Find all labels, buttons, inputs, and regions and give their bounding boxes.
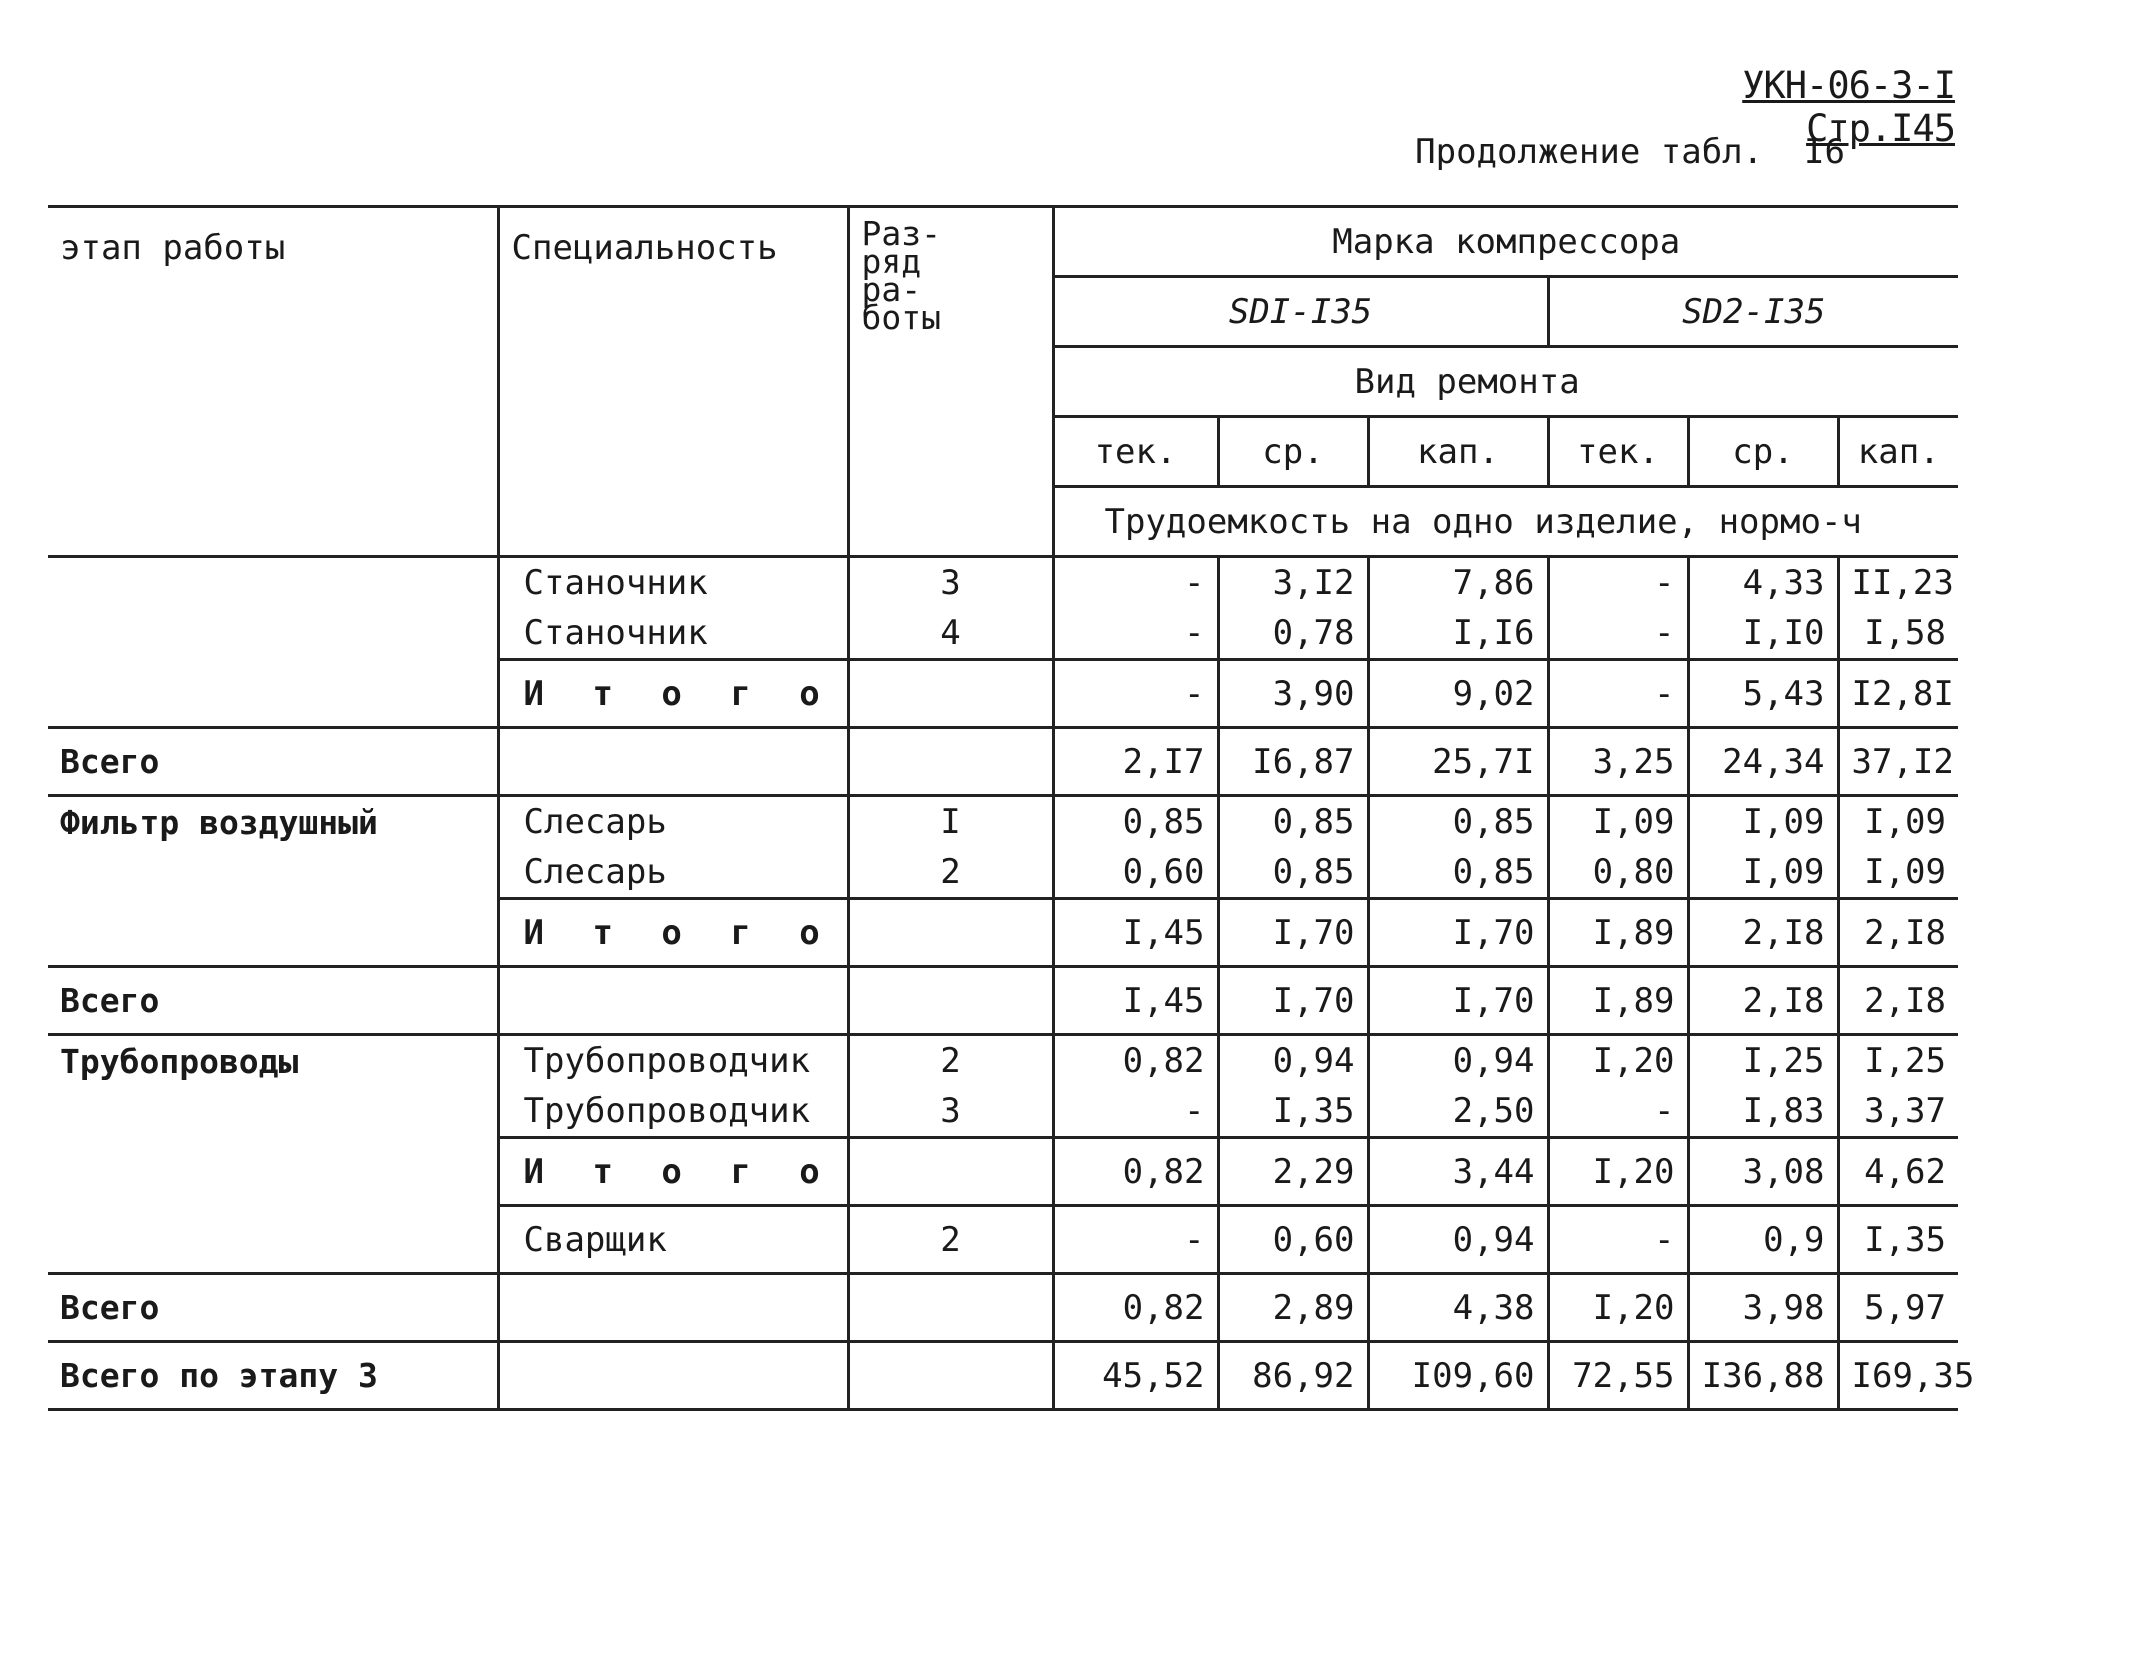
col-header-repair-kind: тек. (1548, 417, 1688, 487)
table-row-total (48, 1274, 1958, 1342)
cell-value: 3,25 (1548, 728, 1688, 796)
col-header-model-1: SDI-I35 (1053, 277, 1548, 347)
col-header-repair-kind: ср. (1688, 417, 1838, 487)
cell-value: I,70 (1218, 967, 1368, 1035)
cell-value: I,89 (1548, 967, 1688, 1035)
cell-rank: 2 (848, 1206, 1053, 1274)
table-row-grand-total (48, 1342, 1958, 1410)
cell-value: 2,I8 (1688, 967, 1838, 1035)
cell-value: 3,37 (1838, 1086, 1958, 1138)
cell-value: 3,08 (1688, 1138, 1838, 1206)
cell-value: - (1548, 1086, 1688, 1138)
cell-value: 86,92 (1218, 1342, 1368, 1410)
col-header-rank: Раз- ряд ра- боты (848, 207, 1053, 557)
cell-value: 0,9 (1688, 1206, 1838, 1274)
cell-specialty: Слесарь (498, 847, 848, 899)
cell-value: I,I0 (1688, 608, 1838, 660)
col-header-labor: Трудоемкость на одно изделие, нормо-ч (1053, 487, 1958, 557)
table-row-subtotal (48, 1138, 1958, 1206)
cell-value: - (1053, 1086, 1218, 1138)
cell-rank (848, 1138, 1053, 1206)
cell-value: 4,33 (1688, 557, 1838, 609)
cell-rank (848, 1274, 1053, 1342)
col-header-repair-kind: ср. (1218, 417, 1368, 487)
table-row-subtotal (48, 660, 1958, 728)
col-header-repair-kind: кап. (1368, 417, 1548, 487)
cell-rank (848, 899, 1053, 967)
cell-value: 0,85 (1368, 847, 1548, 899)
cell-value: I,89 (1548, 899, 1688, 967)
cell-value: 2,89 (1218, 1274, 1368, 1342)
cell-specialty: И т о г о (498, 899, 848, 967)
cell-value: I,35 (1838, 1206, 1958, 1274)
cell-rank (848, 1342, 1053, 1410)
cell-value: I2,8I (1838, 660, 1958, 728)
cell-value: - (1053, 557, 1218, 609)
col-header-repair-kind: кап. (1838, 417, 1958, 487)
cell-value: - (1548, 557, 1688, 609)
col-header-repair-type: Вид ремонта (1053, 347, 1958, 417)
cell-value: 2,I8 (1838, 899, 1958, 967)
cell-value: I6,87 (1218, 728, 1368, 796)
cell-specialty: И т о г о (498, 660, 848, 728)
table-row (48, 1086, 1958, 1138)
cell-value: 0,82 (1053, 1138, 1218, 1206)
cell-value: - (1053, 1206, 1218, 1274)
cell-value: I,09 (1688, 847, 1838, 899)
cell-specialty: Станочник (498, 608, 848, 660)
cell-value: 2,I7 (1053, 728, 1218, 796)
cell-specialty (498, 1342, 848, 1410)
cell-rank: 2 (848, 847, 1053, 899)
cell-value: 2,I8 (1688, 899, 1838, 967)
cell-value: 9,02 (1368, 660, 1548, 728)
cell-value: I,09 (1838, 847, 1958, 899)
col-header-model-2: SD2-I35 (1548, 277, 1958, 347)
table-header (48, 207, 1958, 557)
table-row-total (48, 728, 1958, 796)
cell-rank: 4 (848, 608, 1053, 660)
cell-value: 0,85 (1218, 847, 1368, 899)
cell-value: 5,97 (1838, 1274, 1958, 1342)
table-row (48, 557, 1958, 609)
cell-value: I69,35 (1838, 1342, 1958, 1410)
cell-value: 0,85 (1053, 796, 1218, 848)
cell-value: 0,94 (1368, 1035, 1548, 1087)
cell-stage (48, 660, 498, 728)
cell-value: 0,85 (1218, 796, 1368, 848)
cell-specialty: Сварщик (498, 1206, 848, 1274)
cell-value: 0,82 (1053, 1274, 1218, 1342)
cell-value: I,70 (1368, 967, 1548, 1035)
cell-stage: Всего (48, 967, 498, 1035)
cell-value: I,70 (1218, 899, 1368, 967)
cell-value: 0,60 (1218, 1206, 1368, 1274)
cell-value: - (1548, 608, 1688, 660)
cell-value: 72,55 (1548, 1342, 1688, 1410)
col-header-compressor-brand: Марка компрессора (1053, 207, 1958, 277)
cell-value: I,45 (1053, 899, 1218, 967)
cell-stage: Всего (48, 1274, 498, 1342)
cell-specialty (498, 728, 848, 796)
cell-value: I09,60 (1368, 1342, 1548, 1410)
cell-value: 0,78 (1218, 608, 1368, 660)
cell-value: 2,29 (1218, 1138, 1368, 1206)
cell-stage: Всего по этапу 3 (48, 1342, 498, 1410)
cell-specialty: Слесарь (498, 796, 848, 848)
cell-value: II,23 (1838, 557, 1958, 609)
cell-value: 3,44 (1368, 1138, 1548, 1206)
table-body (48, 557, 1975, 1410)
cell-value: 0,94 (1218, 1035, 1368, 1087)
cell-value: I,09 (1838, 796, 1958, 848)
cell-value: I,58 (1838, 608, 1958, 660)
col-header-repair-kind: тек. (1053, 417, 1218, 487)
cell-value: I36,88 (1688, 1342, 1838, 1410)
cell-specialty: Трубопроводчик (498, 1086, 848, 1138)
document-code: УКН-06-3-I Стр.I45 (1742, 64, 1955, 150)
cell-value: - (1053, 660, 1218, 728)
labor-table (48, 205, 1975, 1411)
cell-specialty: Станочник (498, 557, 848, 609)
cell-rank (848, 660, 1053, 728)
cell-value: 37,I2 (1838, 728, 1958, 796)
cell-value: 0,60 (1053, 847, 1218, 899)
cell-value: 45,52 (1053, 1342, 1218, 1410)
table-continuation-label: Продолжение табл. I6 (1415, 132, 1845, 172)
cell-value: 2,50 (1368, 1086, 1548, 1138)
cell-value: I,20 (1548, 1274, 1688, 1342)
cell-value: 0,82 (1053, 1035, 1218, 1087)
cell-value: I,09 (1548, 796, 1688, 848)
col-header-specialty: Специальность (498, 207, 848, 557)
cell-value: 5,43 (1688, 660, 1838, 728)
cell-value: 7,86 (1368, 557, 1548, 609)
cell-stage: Трубопроводы (60, 1041, 299, 1081)
cell-value: 2,I8 (1838, 967, 1958, 1035)
cell-value: 4,62 (1838, 1138, 1958, 1206)
cell-rank: 2 (848, 1035, 1053, 1087)
cell-specialty: Трубопроводчик (498, 1035, 848, 1087)
cell-value: 3,90 (1218, 660, 1368, 728)
cell-specialty: И т о г о (498, 1138, 848, 1206)
table-row (48, 1035, 1958, 1087)
table-row-subtotal (48, 899, 1958, 967)
cell-value: 24,34 (1688, 728, 1838, 796)
cell-rank: 3 (848, 1086, 1053, 1138)
col-header-stage: этап работы (48, 207, 498, 557)
cell-value: I,25 (1838, 1035, 1958, 1087)
cell-value: 0,94 (1368, 1206, 1548, 1274)
cell-rank: I (848, 796, 1053, 848)
cell-value: 0,80 (1548, 847, 1688, 899)
cell-value: 3,I2 (1218, 557, 1368, 609)
cell-value: - (1053, 608, 1218, 660)
table-row (48, 796, 1958, 848)
cell-value: I,83 (1688, 1086, 1838, 1138)
cell-value: I,20 (1548, 1035, 1688, 1087)
cell-stage (48, 899, 498, 967)
cell-stage: Фильтр воздушный (60, 802, 378, 842)
cell-stage (48, 608, 498, 660)
cell-stage (48, 847, 498, 899)
cell-value: 0,85 (1368, 796, 1548, 848)
cell-stage: Всего (48, 728, 498, 796)
cell-value: I,35 (1218, 1086, 1368, 1138)
cell-value: 3,98 (1688, 1274, 1838, 1342)
cell-stage (48, 1206, 498, 1274)
cell-value: 4,38 (1368, 1274, 1548, 1342)
cell-value: I,20 (1548, 1138, 1688, 1206)
cell-value: 25,7I (1368, 728, 1548, 796)
cell-value: I,45 (1053, 967, 1218, 1035)
cell-value: I,I6 (1368, 608, 1548, 660)
table-row (48, 1206, 1958, 1274)
cell-value: I,09 (1688, 796, 1838, 848)
cell-rank: 3 (848, 557, 1053, 609)
table-row-total (48, 967, 1958, 1035)
cell-specialty (498, 1274, 848, 1342)
cell-rank (848, 967, 1053, 1035)
cell-specialty (498, 967, 848, 1035)
cell-value: I,70 (1368, 899, 1548, 967)
table-row (48, 847, 1958, 899)
cell-stage (48, 1138, 498, 1206)
cell-rank (848, 728, 1053, 796)
cell-value: - (1548, 1206, 1688, 1274)
cell-value: I,25 (1688, 1035, 1838, 1087)
cell-stage (48, 557, 498, 609)
cell-stage (48, 1086, 498, 1138)
table-row (48, 608, 1958, 660)
cell-value: - (1548, 660, 1688, 728)
